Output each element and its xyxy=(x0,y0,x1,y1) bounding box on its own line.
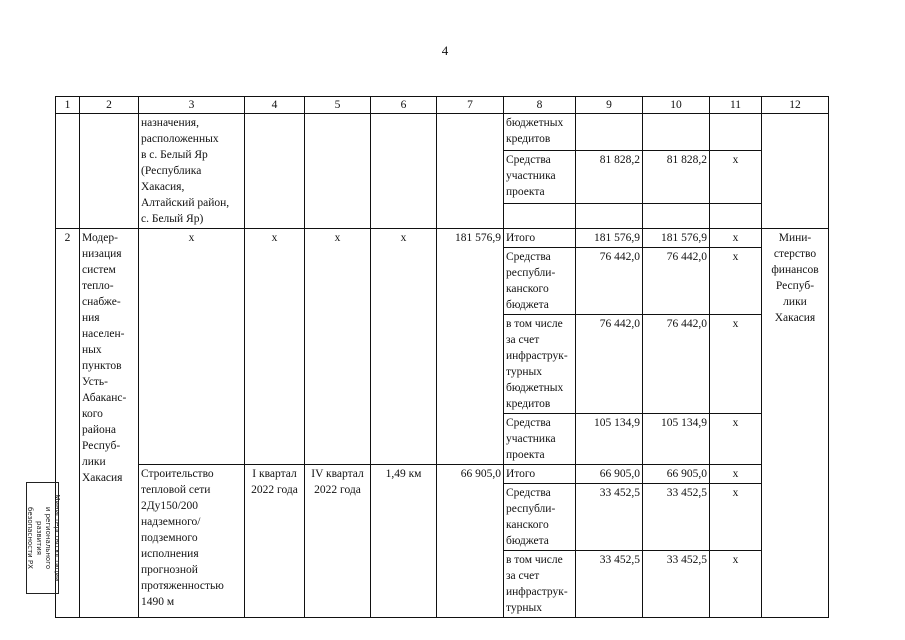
table-row xyxy=(56,114,829,151)
empty-cell xyxy=(504,203,576,228)
sub-cost-cell: 66 905,0 xyxy=(437,465,504,618)
table-row xyxy=(56,465,829,484)
value-cell: х xyxy=(710,465,762,484)
value-cell: 33 452,5 xyxy=(643,551,710,618)
empty-cell xyxy=(576,203,643,228)
funding-source-cell: Итого xyxy=(504,229,576,248)
col-num-6: 6 xyxy=(371,97,437,114)
value-cell xyxy=(643,114,710,151)
value-cell: 66 905,0 xyxy=(643,465,710,484)
cost-cell: 181 576,9 xyxy=(437,229,504,465)
stamp-text: Министерство юстиции и регионального развития безопасности РХ xyxy=(25,494,61,582)
col-num-11: 11 xyxy=(710,97,762,114)
carry-number-cell xyxy=(56,114,80,229)
value-cell: х xyxy=(710,248,762,315)
period-start-cell: х xyxy=(245,229,305,465)
col-num-2: 2 xyxy=(80,97,139,114)
registration-stamp xyxy=(26,482,59,594)
item-number-cell: 2 xyxy=(56,229,80,618)
col-num-3: 3 xyxy=(139,97,245,114)
value-cell: 76 442,0 xyxy=(576,248,643,315)
funding-source-cell: Средства участника проекта xyxy=(504,414,576,465)
carry-measure-cell xyxy=(80,114,139,229)
value-cell: 33 452,5 xyxy=(643,484,710,551)
funding-source-cell: бюджетных кредитов xyxy=(504,114,576,151)
value-cell: х xyxy=(710,150,762,203)
responsible-cell: Мини- стерство финансов Респуб- лики Хакасия xyxy=(762,229,829,618)
carry-end-cell xyxy=(305,114,371,229)
funding-source-cell: Средства республи- канского бюджета xyxy=(504,248,576,315)
object-cell: х xyxy=(139,229,245,465)
sub-start-cell: I квартал 2022 года xyxy=(245,465,305,618)
col-num-12: 12 xyxy=(762,97,829,114)
value-cell: х xyxy=(710,484,762,551)
value-cell: 66 905,0 xyxy=(576,465,643,484)
col-num-7: 7 xyxy=(437,97,504,114)
col-num-9: 9 xyxy=(576,97,643,114)
capacity-cell: х xyxy=(371,229,437,465)
value-cell: 76 442,0 xyxy=(643,248,710,315)
value-cell: 33 452,5 xyxy=(576,551,643,618)
col-num-10: 10 xyxy=(643,97,710,114)
sub-end-cell: IV квартал 2022 года xyxy=(305,465,371,618)
value-cell: 81 828,2 xyxy=(643,150,710,203)
carry-capacity-cell xyxy=(371,114,437,229)
value-cell: х xyxy=(710,414,762,465)
value-cell: 81 828,2 xyxy=(576,150,643,203)
value-cell: 181 576,9 xyxy=(643,229,710,248)
col-num-4: 4 xyxy=(245,97,305,114)
value-cell: х xyxy=(710,315,762,414)
value-cell: 33 452,5 xyxy=(576,484,643,551)
funding-source-cell: Средства республи- канского бюджета xyxy=(504,484,576,551)
value-cell: 105 134,9 xyxy=(576,414,643,465)
value-cell xyxy=(710,114,762,151)
funding-source-cell: Итого xyxy=(504,465,576,484)
value-cell: х xyxy=(710,229,762,248)
value-cell xyxy=(576,114,643,151)
funding-source-cell: в том числе за счет инфраструк- турных xyxy=(504,551,576,618)
carry-cost-cell xyxy=(437,114,504,229)
col-num-5: 5 xyxy=(305,97,371,114)
col-num-1: 1 xyxy=(56,97,80,114)
value-cell: 76 442,0 xyxy=(643,315,710,414)
funding-source-cell: Средства участника проекта xyxy=(504,150,576,203)
program-table xyxy=(55,96,829,618)
carry-responsible-cell xyxy=(762,114,829,229)
value-cell: х xyxy=(710,551,762,618)
empty-cell xyxy=(710,203,762,228)
period-end-cell: х xyxy=(305,229,371,465)
carry-start-cell xyxy=(245,114,305,229)
table-row xyxy=(56,229,829,248)
measure-name-cell: Модер- низация систем тепло- снабже- ния населен- ных пунктов Усть- Абаканс- кого района Респуб- лики Хакасия xyxy=(80,229,139,618)
value-cell: 181 576,9 xyxy=(576,229,643,248)
value-cell: 105 134,9 xyxy=(643,414,710,465)
empty-cell xyxy=(643,203,710,228)
value-cell: 76 442,0 xyxy=(576,315,643,414)
col-num-8: 8 xyxy=(504,97,576,114)
sub-object-cell: Строительство тепловой сети 2Ду150/200 надземного/ подземного исполнения прогнозной протяженностью 1490 м xyxy=(139,465,245,618)
column-number-row xyxy=(56,97,829,114)
sub-capacity-cell: 1,49 км xyxy=(371,465,437,618)
funding-source-cell: в том числе за счет инфраструк- турных бюджетных кредитов xyxy=(504,315,576,414)
carry-object-cell: назначения, расположенных в с. Белый Яр (Республика Хакасия, Алтайский район, с. Белый Яр) xyxy=(139,114,245,229)
page-number: 4 xyxy=(441,43,449,58)
